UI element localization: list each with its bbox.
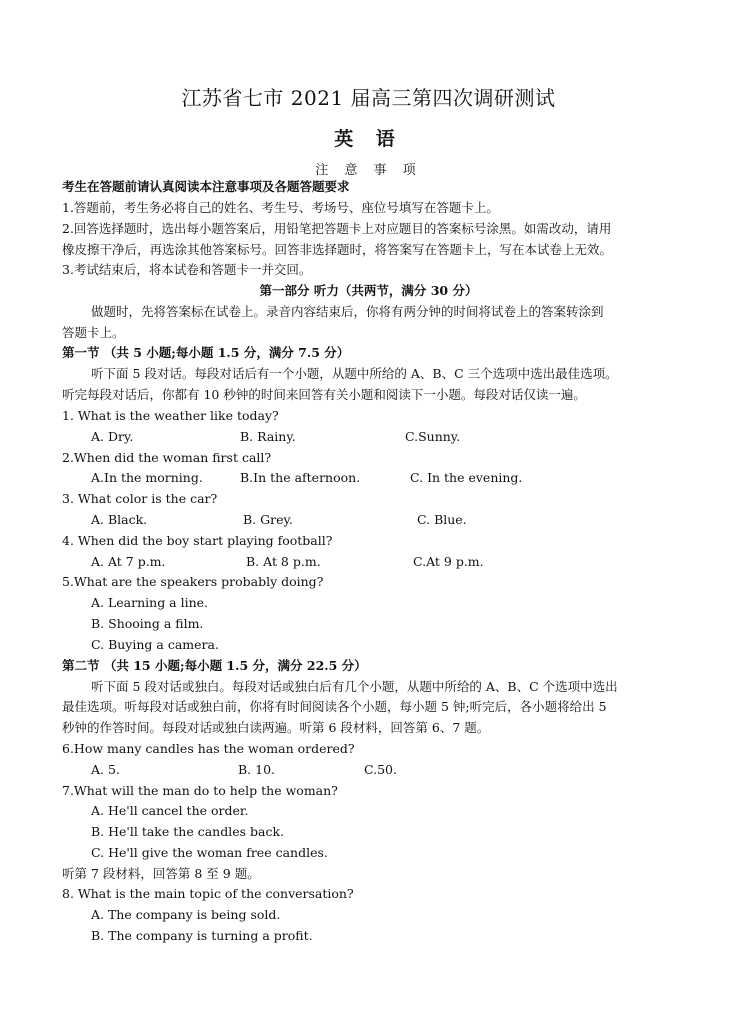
q8-option-b: B. The company is turning a profit.	[91, 928, 313, 943]
question-6: 6.How many candles has the woman ordered?	[62, 741, 355, 756]
q2-option-a: A.In the morning.	[91, 470, 203, 485]
q6-option-b: B. 10.	[238, 762, 276, 777]
question-8: 8. What is the main topic of the conversation?	[62, 886, 354, 901]
q3-option-c: C. Blue.	[417, 512, 467, 527]
q8-option-a: A. The company is being sold.	[91, 907, 281, 922]
q2-option-b: B.In the afternoon.	[240, 470, 361, 485]
question-1: 1. What is the weather like today?	[62, 408, 279, 423]
subject-title: 英 语	[334, 128, 403, 150]
q7-option-c: C. He'll give the woman free candles.	[91, 845, 328, 860]
notice-heading: 注 意 事 项	[315, 163, 422, 178]
section2-intro-line-1: 听下面 5 段对话或独白。每段对话或独白后有几个小题，从题中所给的 A、B、C 个选项中选出	[91, 679, 618, 694]
question-5: 5.What are the speakers probably doing?	[62, 574, 324, 589]
question-7: 7.What will the man do to help the woman?	[62, 783, 338, 798]
section1-intro-line-2: 听完每段对话后，你都有 10 秒钟的时间来回答有关小题和阅读下一小题。每段对话仅读一遍。	[62, 387, 586, 402]
q4-option-b: B. At 8 p.m.	[246, 554, 321, 569]
q1-option-a: A. Dry.	[91, 429, 134, 444]
question-2: 2.When did the woman first call?	[62, 450, 272, 465]
section2-heading: 第二节 （共 15 小题;每小题 1.5 分，满分 22.5 分）	[62, 658, 367, 673]
material-7-note: 听第 7 段材料，回答第 8 至 9 题。	[62, 866, 260, 881]
q6-option-c: C.50.	[364, 762, 397, 777]
q2-option-c: C. In the evening.	[410, 470, 523, 485]
q3-option-b: B. Grey.	[243, 512, 293, 527]
section2-intro-line-2: 最佳选项。听每段对话或独白前，你将有时间阅读各个小题，每小题 5 钟;听完后，各小题将给出 5	[62, 699, 607, 714]
q3-option-a: A. Black.	[91, 512, 148, 527]
exam-title: 江苏省七市 2021 届高三第四次调研测试	[181, 86, 556, 110]
part1-intro-line-2: 答题卡上。	[62, 325, 125, 340]
q5-option-a: A. Learning a line.	[91, 595, 209, 610]
section1-heading: 第一节 （共 5 小题;每小题 1.5 分，满分 7.5 分）	[62, 345, 350, 360]
q7-option-b: B. He'll take the candles back.	[91, 824, 284, 839]
instruction-item-2-line-2: 橡皮擦干净后，再选涂其他答案标号。回答非选择题时，将答案写在答题卡上，写在本试卷上无效。	[62, 242, 613, 257]
instruction-item-1: 1.答题前，考生务必将自己的姓名、考生号、考场号、座位号填写在答题卡上。	[62, 200, 499, 215]
q5-option-b: B. Shooing a film.	[91, 616, 204, 631]
part1-heading: 第一部分 听力（共两节，满分 30 分）	[259, 283, 478, 298]
q4-option-a: A. At 7 p.m.	[91, 554, 166, 569]
q1-option-b: B. Rainy.	[240, 429, 296, 444]
section1-intro-line-1: 听下面 5 段对话。每段对话后有一个小题，从题中所给的 A、B、C 三个选项中选出最佳选项。	[91, 366, 618, 381]
part1-intro-line-1: 做题时，先将答案标在试卷上。录音内容结束后，你将有两分钟的时间将试卷上的答案转涂到	[91, 304, 604, 319]
instructions-lead: 考生在答题前请认真阅读本注意事项及各题答题要求	[62, 179, 350, 194]
q1-option-c: C.Sunny.	[405, 429, 461, 444]
q5-option-c: C. Buying a camera.	[91, 637, 219, 652]
question-4: 4. When did the boy start playing football?	[62, 533, 333, 548]
q7-option-a: A. He'll cancel the order.	[91, 803, 249, 818]
instruction-item-2-line-1: 2.回答选择题时，选出每小题答案后，用铅笔把答题卡上对应题目的答案标号涂黑。如需改动，请用	[62, 221, 612, 236]
q6-option-a: A. 5.	[91, 762, 120, 777]
section2-intro-line-3: 秒钟的作答时间。每段对话或独白读两遍。听第 6 段材料，回答第 6、7 题。	[62, 720, 490, 735]
q4-option-c: C.At 9 p.m.	[413, 554, 484, 569]
question-3: 3. What color is the car?	[62, 491, 218, 506]
instruction-item-3: 3.考试结束后，将本试卷和答题卡一并交回。	[62, 262, 312, 277]
